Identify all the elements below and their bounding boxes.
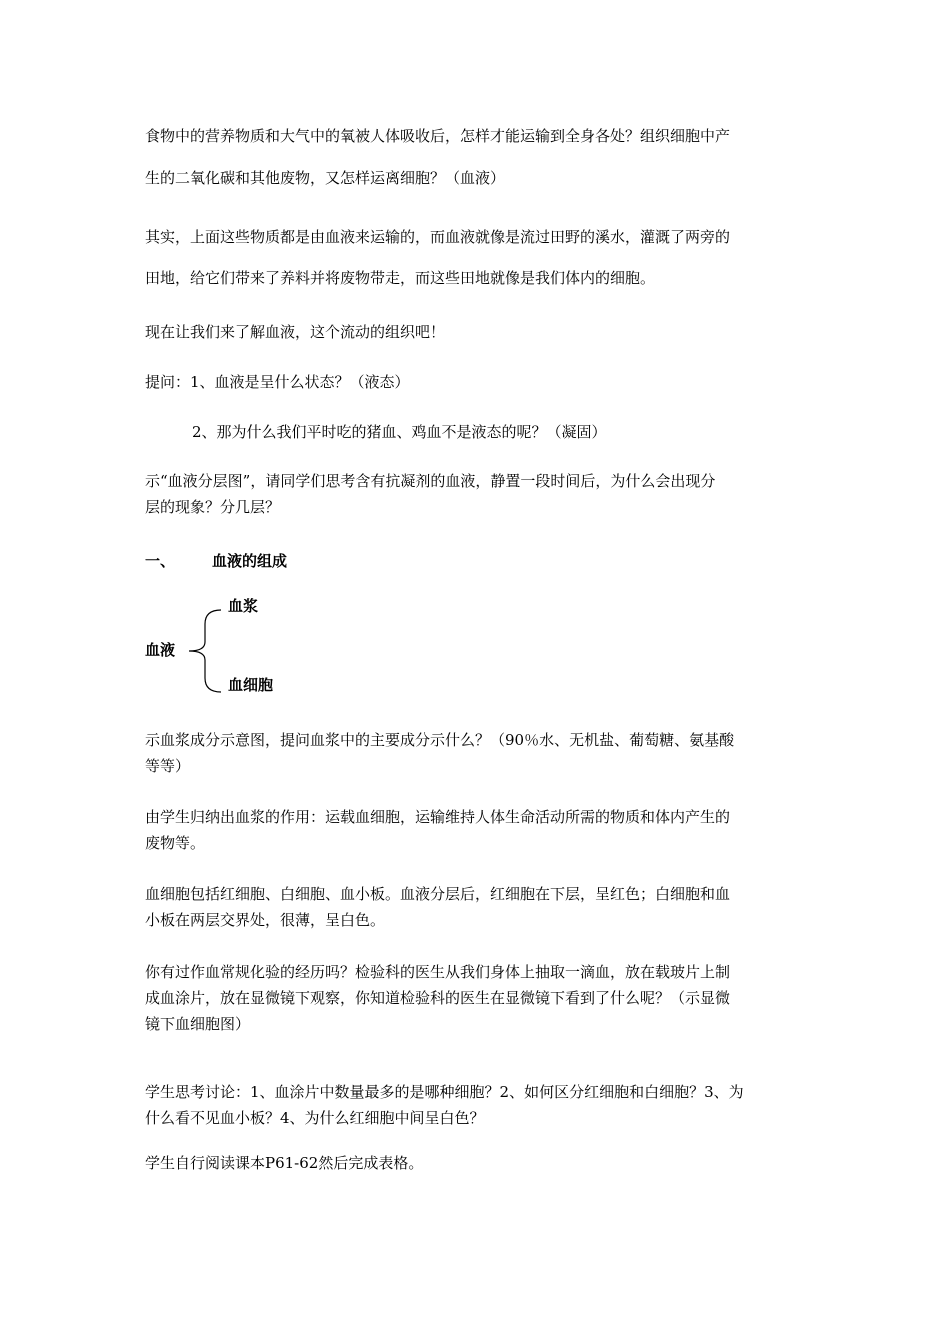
diagram-plasma-label: 血浆 <box>228 597 259 615</box>
plasma-function-line-2: 废物等。 <box>145 834 206 852</box>
intro-paragraph-line-1: 食物中的营养物质和大气中的氧被人体吸收后，怎样才能运输到全身各处？组织细胞中产 <box>145 127 731 145</box>
reading-assignment: 学生自行阅读课本P61-62然后完成表格。 <box>145 1154 424 1172</box>
plasma-paragraph-line-2: 等等） <box>145 757 191 775</box>
curly-brace-icon <box>183 608 223 694</box>
diagram-blood-cells-label: 血细胞 <box>228 676 274 694</box>
section-title: 血液的组成 <box>212 552 288 570</box>
blood-cells-paragraph-line-2: 小板在两层交界处，很薄，呈白色。 <box>145 911 386 929</box>
layer-diagram-paragraph-line-2: 层的现象？分几层？ <box>145 498 281 516</box>
blood-cells-paragraph-line-1: 血细胞包括红细胞、白细胞、血小板。血液分层后，红细胞在下层，呈红色；白细胞和血 <box>145 885 731 903</box>
analogy-paragraph-line-1: 其实，上面这些物质都是由血液来运输的，而血液就像是流过田野的溪水，灌溉了两旁的 <box>145 228 731 246</box>
question-1: 提问：1、血液是呈什么状态？（液态） <box>145 373 410 391</box>
discussion-paragraph-line-1: 学生思考讨论：1、血涂片中数量最多的是哪种细胞？2、如何区分红细胞和白细胞？3、为 <box>145 1083 744 1101</box>
intro-statement: 现在让我们来了解血液，这个流动的组织吧！ <box>145 323 446 341</box>
discussion-paragraph-line-2: 什么看不见血小板？4、为什么红细胞中间呈白色？ <box>145 1109 485 1127</box>
plasma-paragraph-line-1: 示血浆成分示意图，提问血浆中的主要成分示什么？（90％水、无机盐、葡萄糖、氨基酸 <box>145 731 735 749</box>
diagram-blood-label: 血液 <box>145 641 176 659</box>
blood-test-paragraph-line-3: 镜下血细胞图） <box>145 1015 251 1033</box>
plasma-function-line-1: 由学生归纳出血浆的作用：运载血细胞，运输维持人体生命活动所需的物质和体内产生的 <box>145 808 731 826</box>
intro-paragraph-line-2: 生的二氧化碳和其他废物，又怎样运离细胞？（血液） <box>145 169 506 187</box>
blood-test-paragraph-line-1: 你有过作血常规化验的经历吗？检验科的医生从我们身体上抽取一滴血，放在载玻片上制 <box>145 963 731 981</box>
section-number: 一、 <box>145 552 176 570</box>
layer-diagram-paragraph-line-1: 示“血液分层图”，请同学们思考含有抗凝剂的血液，静置一段时间后，为什么会出现分 <box>145 472 716 490</box>
blood-test-paragraph-line-2: 成血涂片，放在显微镜下观察，你知道检验科的医生在显微镜下看到了什么呢？（示显微 <box>145 989 731 1007</box>
analogy-paragraph-line-2: 田地，给它们带来了养料并将废物带走，而这些田地就像是我们体内的细胞。 <box>145 269 656 287</box>
question-2: 2、那为什么我们平时吃的猪血、鸡血不是液态的呢？（凝固） <box>192 423 607 441</box>
